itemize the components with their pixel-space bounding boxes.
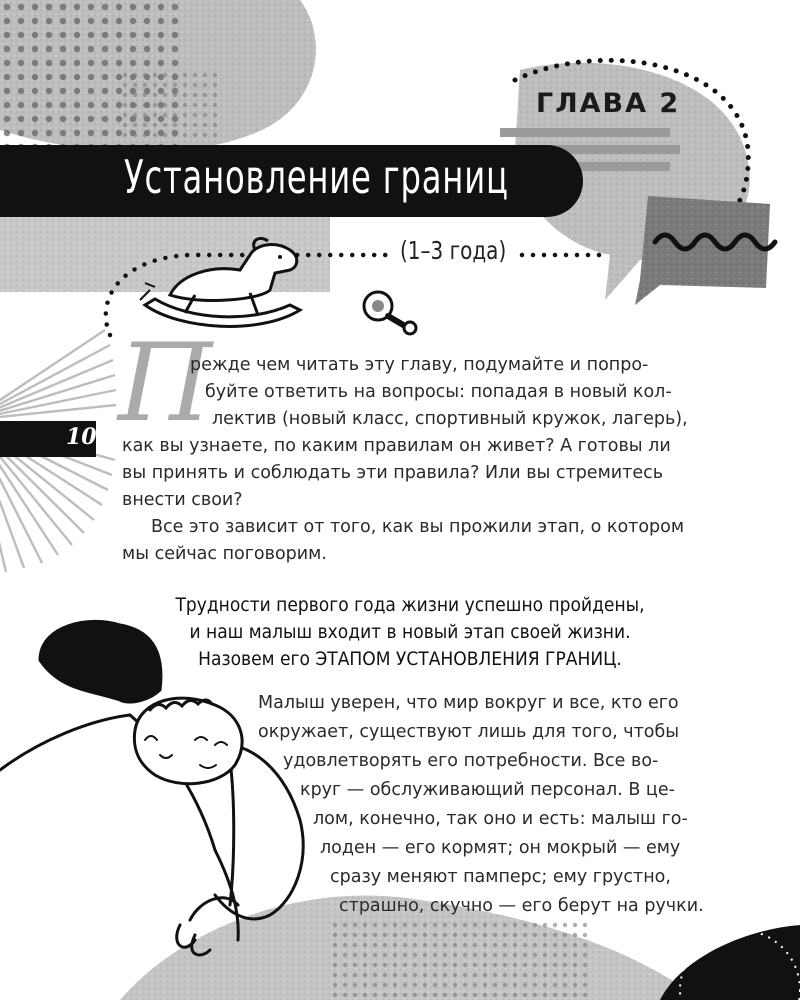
paragraph-line: страшно, скучно — его берут на ручки. (339, 896, 704, 916)
paragraph-line: удовлетворять его потребности. Все во- (283, 751, 659, 771)
paragraph-line: сразу меняют памперс; ему грустно, (330, 867, 671, 887)
callout-line: Трудности первого года жизни успешно пройдены, (175, 594, 645, 616)
paragraph-line: Малыш уверен, что мир вокруг и все, кто его (258, 693, 679, 713)
callout-text (120, 592, 700, 673)
dark-square-bubble (635, 196, 770, 305)
page-number: 10 (66, 424, 97, 450)
intro-line: как вы узнаете, по каким правилам он живет? А готовы ли (122, 436, 671, 456)
chapter-title: Установление границ (124, 150, 509, 204)
age-range-subtitle: (1–3 года) (400, 236, 507, 265)
dot-pattern-bottom (330, 920, 590, 1000)
drop-cap: П (118, 321, 213, 446)
callout-line: Назовем его ЭТАПОМ УСТАНОВЛЕНИЯ ГРАНИЦ. (198, 648, 622, 670)
intro-line: вы принять и соблюдать эти правила? Или вы стремитесь (122, 463, 664, 483)
intro-line: буйте ответить на вопросы: попадая в новый кол- (205, 382, 672, 402)
paragraph-line: окружает, существуют лишь для того, чтобы (258, 722, 680, 742)
intro-line: мы сейчас поговорим. (122, 544, 327, 564)
paragraph-line: круг — обслуживающий персонал. В це- (300, 780, 675, 800)
intro-line: Все это зависит от того, как вы прожили этап, о котором (151, 517, 685, 537)
paragraph-line: лом, конечно, так оно и есть: малыш го- (313, 809, 688, 829)
callout-line: и наш малыш входит в новый этап своей жизни. (189, 621, 631, 643)
intro-line: режде чем читать эту главу, подумайте и попро- (190, 355, 649, 375)
intro-line: внести свои? (122, 490, 243, 510)
rattle-illustration (364, 292, 416, 334)
intro-line: лектив (новый класс, спортивный кружок, лагерь), (212, 409, 688, 429)
chapter-label: ГЛАВА 2 (536, 88, 681, 119)
paragraph-line: лоден — его кормят; он мокрый — ему (320, 838, 681, 858)
